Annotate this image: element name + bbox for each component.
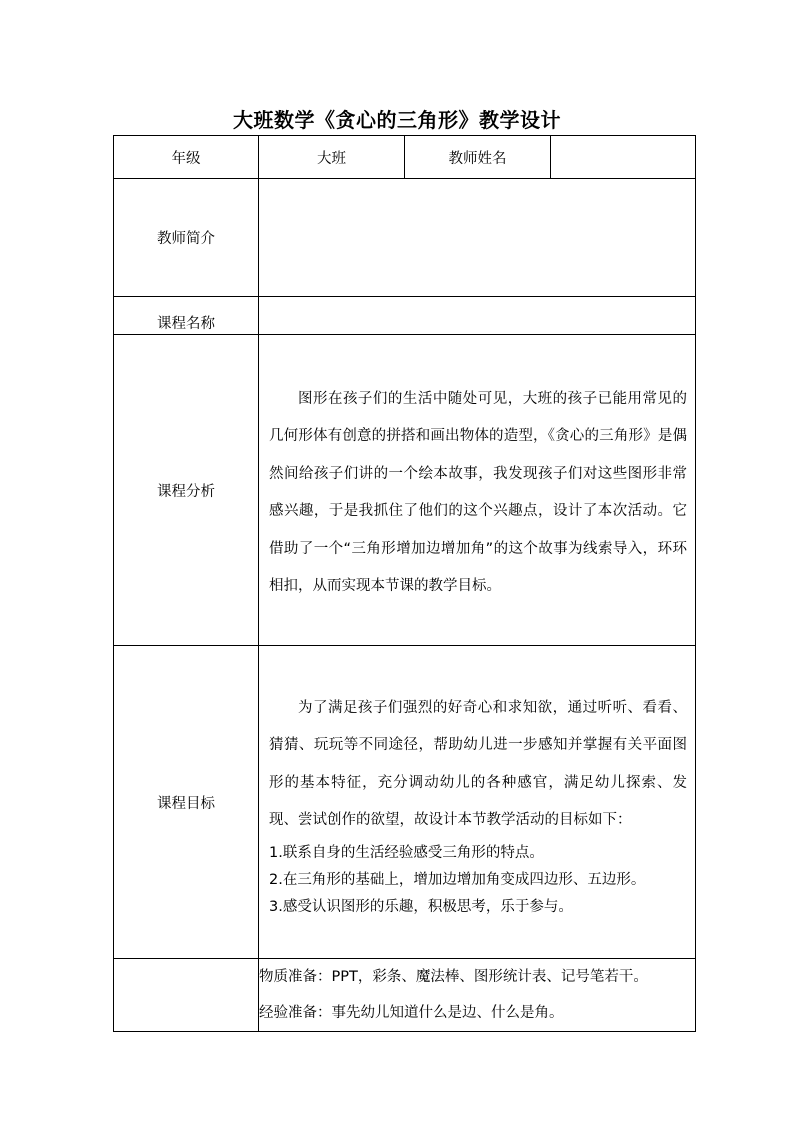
grade-row <box>114 136 696 179</box>
preparation-label <box>114 959 259 1032</box>
preparation-cell <box>259 959 696 1032</box>
course-analysis-label: 课程分析 <box>114 335 259 646</box>
teacher-intro-row <box>114 179 696 297</box>
preparation-row <box>114 959 696 1032</box>
teacher-name-value <box>551 136 696 179</box>
course-goals-intro: 为了满足孩子们强烈的好奇心和求知欲，通过听听、看看、猜猜、玩玩等不同途径，帮助幼儿进一步感知并掌握有关平面图形的基本特征，充分调动幼儿的各种感官，满足幼儿探索、发现、尝试创作的欲望，故设计本节教学活动的目标如下： <box>269 699 687 828</box>
course-goals-list <box>259 840 695 921</box>
goal-item: 1.联系自身的生活经验感受三角形的特点。 <box>269 844 544 861</box>
course-analysis-cell <box>259 335 696 646</box>
course-analysis-text: 图形在孩子们的生活中随处可见，大班的孩子已能用常见的几何形体有创意的拼搭和画出物体的造型，《贪心的三角形》是偶然间给孩子们讲的一个绘本故事，我发现孩子们对这些图形非常感兴趣，于是我抓住了他们的这个兴趣点，设计了本次活动。它借助了一个“三角形增加边增加角”的这个故事为线索导入，环环相扣，从而实现本节课的教学目标。 <box>269 390 687 594</box>
grade-value: 大班 <box>259 136 405 179</box>
teacher-name-label: 教师姓名 <box>405 136 551 179</box>
course-name-value <box>259 297 696 335</box>
teacher-intro-label: 教师简介 <box>114 179 259 297</box>
course-goals-label: 课程目标 <box>114 646 259 959</box>
course-name-label: 课程名称 <box>114 297 259 335</box>
document-title: 大班数学《贪心的三角形》教学设计 <box>233 108 561 132</box>
experience-preparation: 经验准备：事先幼儿知道什么是边、什么是角。 <box>259 1005 564 1021</box>
goal-item: 3.感受认识图形的乐趣，积极思考，乐于参与。 <box>269 898 573 915</box>
goal-item: 2.在三角形的基础上，增加边增加角变成四边形、五边形。 <box>269 871 646 888</box>
course-name-row <box>114 297 696 335</box>
course-analysis-row <box>114 335 696 646</box>
grade-label: 年级 <box>114 136 259 179</box>
teacher-intro-value <box>259 179 696 297</box>
material-preparation: 物质准备：PPT，彩条、魔法棒、图形统计表、记号笔若干。 <box>259 969 648 985</box>
lesson-plan-table <box>113 135 696 1032</box>
course-goals-row <box>114 646 696 959</box>
course-goals-cell <box>259 646 696 959</box>
